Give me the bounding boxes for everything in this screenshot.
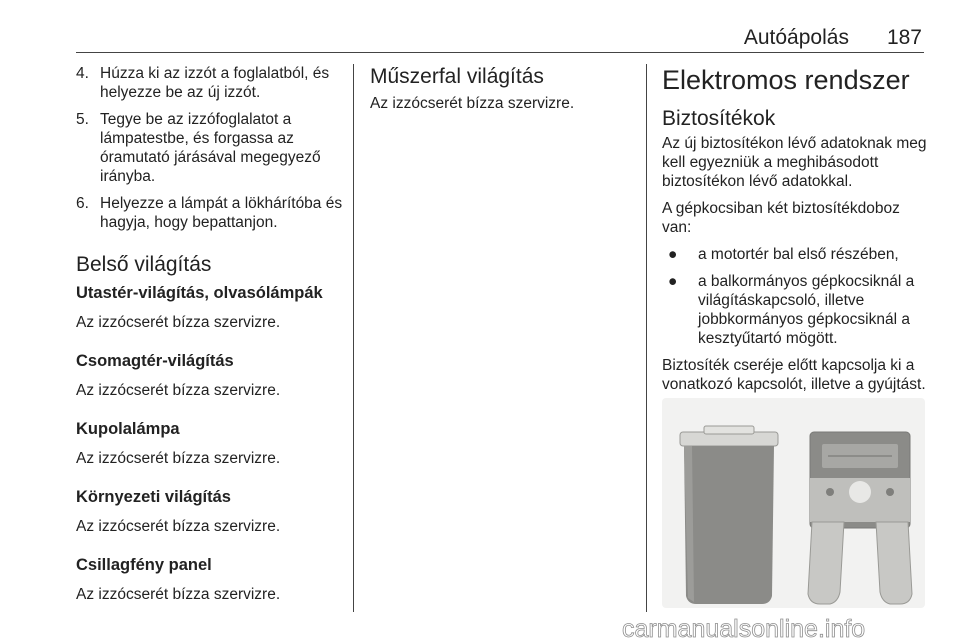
step-number: 6. [76, 195, 89, 212]
step-text: Helyezze a lámpát a lökhárítóba és hagyja, hogy bepattanjon. [100, 195, 343, 231]
paragraph: Biztosíték cseréje előtt kapcsolja ki a vonatkozó kapcsolót, illetve a gyújtást. [662, 357, 926, 393]
section-title: Belső világítás [76, 253, 212, 276]
header-divider [76, 52, 924, 53]
bullet-text: a motortér bal első részében, [698, 246, 899, 263]
subsection-title: Kupolalámpa [76, 420, 180, 438]
step-text: Tegye be az izzófoglalatot a lámpatestbe, és forgassa az óramutató járásával megegyező irányba. [100, 111, 321, 185]
step-number: 4. [76, 65, 89, 82]
step-item [76, 194, 346, 232]
fuse-side-view-icon [680, 426, 778, 604]
section-title: Biztosítékok [662, 107, 776, 130]
step-text: Húzza ki az izzót a foglalatból, és helyezze be az új izzót. [100, 65, 330, 101]
bullet-text: a balkormányos gépkocsiknál a világításkapcsoló, illetve jobbkormányos gépkocsiknál a kesztyűtartó mögött. [698, 273, 915, 347]
bullet-item [662, 245, 928, 264]
subsection-text: Az izzócserét bízza szervizre. [76, 518, 281, 535]
column-right [662, 64, 928, 402]
chapter-title: Elektromos rendszer [662, 65, 910, 95]
bullet-icon: ● [668, 273, 678, 290]
step-number: 5. [76, 111, 89, 128]
column-middle [370, 64, 640, 133]
subsection-text: Az izzócserét bízza szervizre. [76, 382, 281, 399]
column-left [76, 64, 346, 624]
paragraph: Az új biztosítékon lévő adatoknak meg kell egyezniük a meghibásodott biztosítékon lévő adatokkal. [662, 135, 927, 190]
page-number: 187 [886, 26, 922, 49]
subsection-title: Utastér-világítás, olvasólámpák [76, 284, 323, 302]
column-divider [646, 64, 647, 612]
fuse-front-view-icon [808, 432, 912, 604]
section-name: Autóápolás [743, 26, 849, 49]
subsection-title: Környezeti világítás [76, 488, 231, 506]
section-title: Műszerfal világítás [370, 65, 544, 88]
bullet-item [662, 272, 928, 348]
subsection-title: Csillagfény panel [76, 556, 212, 574]
subsection-text: Az izzócserét bízza szervizre. [76, 450, 281, 467]
page-header [744, 26, 922, 50]
fuse-icon [662, 398, 925, 608]
subsection-text: Az izzócserét bízza szervizre. [76, 586, 281, 603]
column-divider [353, 64, 354, 612]
step-list [76, 64, 346, 232]
site-watermark: carmanualsonline.info [622, 615, 866, 643]
step-item [76, 64, 346, 102]
bullet-list [662, 245, 928, 348]
bullet-icon: ● [668, 246, 678, 263]
section-text: Az izzócserét bízza szervizre. [370, 95, 575, 112]
fuse-illustration [662, 398, 925, 608]
paragraph: A gépkocsiban két biztosítékdoboz van: [662, 200, 900, 236]
subsection-title: Csomagtér-világítás [76, 352, 234, 370]
step-item [76, 110, 346, 186]
subsection-text: Az izzócserét bízza szervizre. [76, 314, 281, 331]
